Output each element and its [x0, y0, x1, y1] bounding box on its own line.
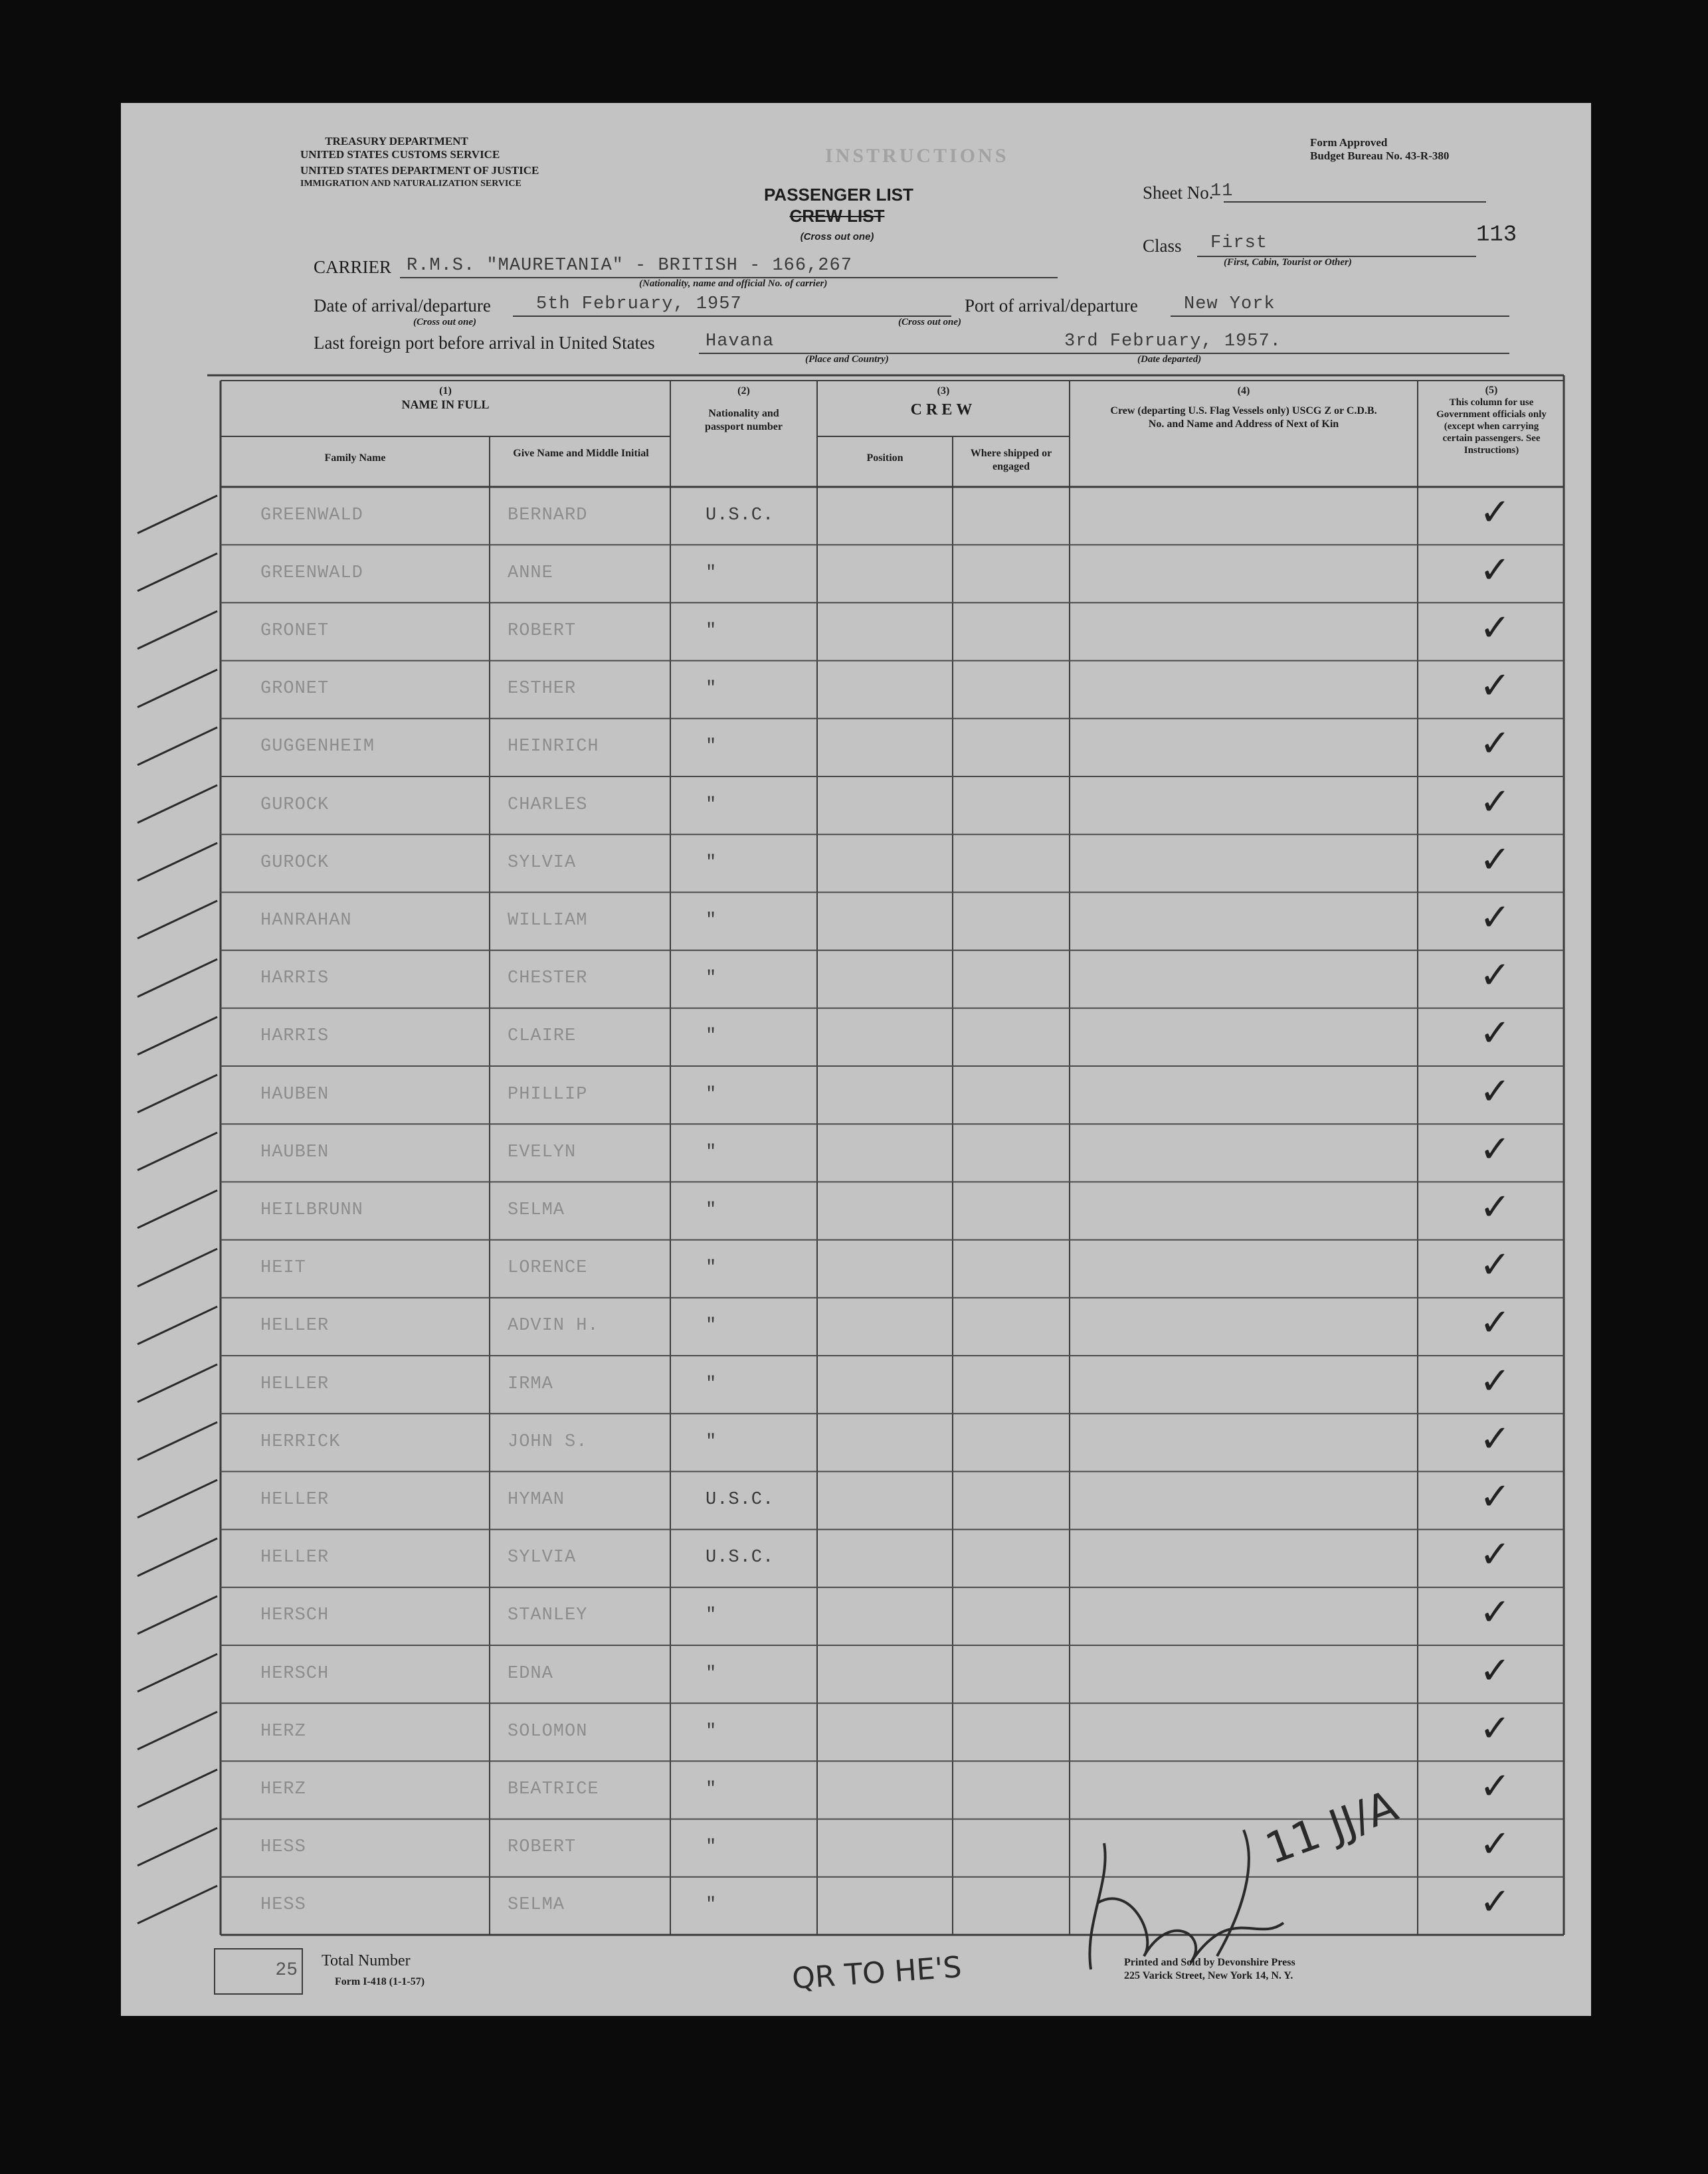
- col5-header: [1422, 385, 1561, 456]
- nationality-cell: ": [706, 1431, 717, 1452]
- class-label: Class: [1143, 236, 1182, 256]
- col2-header: [676, 385, 812, 434]
- table-row: [221, 487, 1564, 545]
- check-mark: ✓: [1479, 606, 1511, 650]
- margin-tick-stroke: [138, 1538, 217, 1576]
- margin-tick-mark: [131, 1124, 224, 1182]
- check-mark: ✓: [1479, 548, 1511, 592]
- family-name-cell: HELLER: [260, 1548, 330, 1568]
- family-name-cell: HERSCH: [260, 1605, 330, 1626]
- family-name-cell: HELLER: [260, 1489, 330, 1510]
- given-name-cell: HYMAN: [508, 1489, 565, 1510]
- margin-tick-mark: [131, 776, 224, 834]
- table-row: [221, 951, 1564, 1008]
- given-name-cell: EVELYN: [508, 1142, 577, 1162]
- given-name-cell: ANNE: [508, 563, 553, 583]
- sheet-label: Sheet No.: [1143, 183, 1214, 203]
- margin-tick-stroke: [138, 1769, 217, 1807]
- family-name-cell: HAUBEN: [260, 1142, 330, 1162]
- margin-tick-mark: [131, 661, 224, 719]
- nationality-cell: ": [706, 1084, 717, 1105]
- margin-tick-mark: [131, 951, 224, 1008]
- family-name-cell: GUROCK: [260, 794, 330, 815]
- form-approved-line: Budget Bureau No. 43-R-380: [1310, 149, 1450, 162]
- margin-tick-mark: [131, 1877, 224, 1935]
- check-mark: ✓: [1479, 1417, 1511, 1461]
- margin-tick-stroke: [138, 1480, 217, 1518]
- printer-line-1: Printed and Sold by Devonshire Press: [1124, 1957, 1295, 1968]
- margin-tick-mark: [131, 602, 224, 660]
- table-row: [221, 892, 1564, 950]
- last-port-value: Havana: [706, 331, 775, 351]
- check-mark: ✓: [1479, 1185, 1511, 1229]
- nationality-cell: ": [706, 1779, 717, 1799]
- check-mark: ✓: [1479, 1880, 1511, 1924]
- nationality-cell: ": [706, 910, 717, 931]
- signature-scrawl: [1058, 1803, 1323, 1976]
- family-name-cell: HERRICK: [260, 1431, 341, 1452]
- check-mark: ✓: [1479, 490, 1511, 534]
- col3-title: CREW: [910, 401, 977, 418]
- page-number: 113: [1476, 223, 1517, 248]
- margin-tick-mark: [131, 1530, 224, 1587]
- family-name-cell: HESS: [260, 1837, 306, 1858]
- margin-tick-mark: [131, 1761, 224, 1819]
- margin-tick-stroke: [138, 1132, 217, 1170]
- family-name-cell: HELLER: [260, 1316, 330, 1336]
- check-mark: ✓: [1479, 954, 1511, 998]
- given-name-cell: BERNARD: [508, 505, 588, 525]
- col4-num: (4): [1237, 385, 1250, 397]
- table-row: [221, 1356, 1564, 1413]
- given-name-cell: IRMA: [508, 1374, 553, 1394]
- margin-tick-stroke: [138, 553, 217, 591]
- form-sheet: [121, 103, 1591, 2016]
- date-value: 5th February, 1957: [536, 294, 742, 314]
- check-mark: ✓: [1479, 1764, 1511, 1808]
- margin-tick-stroke: [138, 843, 217, 881]
- margin-tick-mark: [131, 1298, 224, 1356]
- date-departed-note: (Date departed): [1137, 354, 1202, 365]
- date-label-text: Date of arrival/departure: [314, 296, 491, 316]
- table-row: [221, 1530, 1564, 1587]
- form-approved-line: Form Approved: [1310, 136, 1388, 149]
- col5-num: (5): [1485, 385, 1498, 396]
- check-mark: ✓: [1479, 1533, 1511, 1577]
- margin-tick-stroke: [138, 496, 217, 533]
- margin-tick-stroke: [138, 611, 217, 649]
- family-name-cell: HEIT: [260, 1258, 306, 1279]
- check-mark: ✓: [1479, 1243, 1511, 1287]
- check-mark: ✓: [1479, 1823, 1511, 1866]
- nationality-cell: U.S.C.: [706, 1489, 775, 1510]
- port-cross-out: (Cross out one): [898, 317, 962, 327]
- margin-tick-mark: [131, 1066, 224, 1124]
- place-note: (Place and Country): [805, 354, 889, 365]
- family-name-cell: GRONET: [260, 620, 330, 641]
- given-name-cell: ESTHER: [508, 679, 577, 699]
- nationality-cell: ": [706, 737, 717, 757]
- carrier-label: CARRIER: [314, 257, 392, 277]
- given-name-cell: SELMA: [508, 1200, 565, 1220]
- table-row: [221, 1703, 1564, 1761]
- margin-tick-mark: [131, 1182, 224, 1239]
- margin-tick-stroke: [138, 901, 217, 939]
- margin-tick-stroke: [138, 1886, 217, 1924]
- given-name-cell: BEATRICE: [508, 1779, 599, 1799]
- printer-info: [1124, 1956, 1295, 1983]
- agency-line: TREASURY DEPARTMENT: [325, 135, 468, 147]
- col5-title: This column for use Government officials only (except when carrying certain passengers. See Instructions): [1436, 397, 1547, 456]
- nationality-cell: ": [706, 1663, 717, 1684]
- nationality-cell: ": [706, 563, 717, 583]
- margin-tick-stroke: [138, 959, 217, 997]
- col1-header: [221, 385, 670, 411]
- table-row: [221, 602, 1564, 660]
- table-row: [221, 1471, 1564, 1529]
- margin-tick-mark: [131, 1587, 224, 1645]
- table-row: [221, 545, 1564, 602]
- total-box: [214, 1948, 303, 1995]
- margin-tick-mark: [131, 1645, 224, 1703]
- handwritten-note: QR TO HE'S: [791, 1950, 963, 1996]
- table-row: [221, 1124, 1564, 1182]
- check-mark: ✓: [1479, 1127, 1511, 1171]
- table-row: [221, 1413, 1564, 1471]
- given-name-cell: SELMA: [508, 1895, 565, 1916]
- table-row: [221, 1298, 1564, 1356]
- margin-tick-mark: [131, 1240, 224, 1298]
- margin-tick-stroke: [138, 1712, 217, 1750]
- given-name-cell: ROBERT: [508, 1837, 577, 1858]
- given-name-cell: SYLVIA: [508, 852, 577, 873]
- col1-title: NAME IN FULL: [401, 398, 490, 411]
- title-passenger-list: PASSENGER LIST: [764, 185, 913, 205]
- margin-tick-mark: [131, 1819, 224, 1877]
- check-mark: ✓: [1479, 1649, 1511, 1692]
- port-label: Port of arrival/departure: [965, 296, 1138, 316]
- check-mark: ✓: [1479, 722, 1511, 766]
- nationality-cell: ": [706, 1374, 717, 1394]
- carrier-note: (Nationality, name and official No. of carrier): [639, 278, 828, 289]
- margin-tick-mark: [131, 545, 224, 602]
- nationality-cell: U.S.C.: [706, 505, 775, 525]
- cross-out-note: (Cross out one): [800, 231, 874, 242]
- table-row: [221, 776, 1564, 834]
- margin-tick-stroke: [138, 1422, 217, 1460]
- form-label: Form I-418 (1-1-57): [335, 1976, 425, 1987]
- margin-tick-stroke: [138, 1075, 217, 1113]
- margin-tick-mark: [131, 1008, 224, 1066]
- sheet-value: 11: [1210, 181, 1234, 201]
- table-row: [221, 1066, 1564, 1124]
- table-row: [221, 1645, 1564, 1703]
- table-row: [221, 1877, 1564, 1935]
- margin-tick-mark: [131, 1356, 224, 1413]
- margin-tick-stroke: [138, 1596, 217, 1634]
- table-row: [221, 661, 1564, 719]
- given-name-cell: CHARLES: [508, 794, 588, 815]
- margin-tick-mark: [131, 834, 224, 892]
- given-name-cell: WILLIAM: [508, 910, 588, 931]
- nationality-cell: ": [706, 1200, 717, 1220]
- nationality-cell: ": [706, 620, 717, 641]
- given-name-cell: CLAIRE: [508, 1026, 577, 1047]
- margin-tick-stroke: [138, 670, 217, 707]
- col2-num: (2): [737, 385, 750, 397]
- margin-tick-mark: [131, 719, 224, 776]
- table-row: [221, 1587, 1564, 1645]
- check-mark: ✓: [1479, 664, 1511, 708]
- given-name-cell: JOHN S.: [508, 1431, 588, 1452]
- agency-line: UNITED STATES DEPARTMENT OF JUSTICE: [300, 164, 539, 177]
- col1-num: (1): [439, 385, 452, 397]
- given-name-cell: EDNA: [508, 1663, 553, 1684]
- nationality-cell: ": [706, 794, 717, 815]
- margin-tick-mark: [131, 892, 224, 950]
- table-row: [221, 1240, 1564, 1298]
- given-name-cell: LORENCE: [508, 1258, 588, 1279]
- carrier-value: R.M.S. "MAURETANIA" - BRITISH - 166,267: [407, 256, 852, 276]
- date-cross-out: (Cross out one): [413, 317, 477, 327]
- last-port-label: Last foreign port before arrival in United States: [314, 333, 655, 353]
- total-label: Total Number: [322, 1952, 411, 1969]
- family-name-cell: HERZ: [260, 1721, 306, 1742]
- table-row: [221, 834, 1564, 892]
- table-row: [221, 1008, 1564, 1066]
- family-name-cell: GUGGENHEIM: [260, 737, 375, 757]
- col4-header: [1078, 385, 1410, 431]
- nationality-cell: ": [706, 1026, 717, 1047]
- family-name-cell: HESS: [260, 1895, 306, 1916]
- nationality-cell: ": [706, 1258, 717, 1279]
- col3-num: (3): [937, 385, 950, 397]
- check-mark: ✓: [1479, 1069, 1511, 1113]
- given-name-cell: CHESTER: [508, 968, 588, 989]
- handwritten-signature: 11 JJ/A: [1259, 1781, 1404, 1874]
- col1a-header: Family Name: [324, 452, 386, 464]
- nationality-cell: ": [706, 1837, 717, 1858]
- margin-tick-mark: [131, 1703, 224, 1761]
- family-name-cell: HARRIS: [260, 968, 330, 989]
- margin-tick-stroke: [138, 1364, 217, 1402]
- given-name-cell: SYLVIA: [508, 1548, 577, 1568]
- total-value: 25: [275, 1960, 298, 1981]
- check-mark: ✓: [1479, 1591, 1511, 1635]
- given-name-cell: ROBERT: [508, 620, 577, 641]
- nationality-cell: ": [706, 679, 717, 699]
- check-mark: ✓: [1479, 780, 1511, 824]
- family-name-cell: HANRAHAN: [260, 910, 352, 931]
- check-mark: ✓: [1479, 895, 1511, 939]
- date-departed: 3rd February, 1957.: [1064, 331, 1281, 351]
- nationality-cell: U.S.C.: [706, 1548, 775, 1568]
- class-note: (First, Cabin, Tourist or Other): [1224, 257, 1352, 268]
- given-name-cell: SOLOMON: [508, 1721, 588, 1742]
- check-mark: ✓: [1479, 838, 1511, 881]
- margin-tick-stroke: [138, 727, 217, 765]
- given-name-cell: ADVIN H.: [508, 1316, 599, 1336]
- port-value: New York: [1184, 294, 1276, 314]
- family-name-cell: HEILBRUNN: [260, 1200, 363, 1220]
- col4-title: Crew (departing U.S. Flag Vessels only) USCG Z or C.D.B. No. and Name and Address of Next of Kin: [1110, 405, 1377, 430]
- class-value: First: [1210, 233, 1268, 253]
- margin-tick-stroke: [138, 1190, 217, 1228]
- family-name-cell: HERSCH: [260, 1663, 330, 1684]
- margin-tick-mark: [131, 1471, 224, 1529]
- nationality-cell: ": [706, 1316, 717, 1336]
- agency-line: UNITED STATES CUSTOMS SERVICE: [300, 148, 500, 161]
- nationality-cell: ": [706, 968, 717, 989]
- faint-stamp: INSTRUCTIONS: [825, 145, 1009, 167]
- family-name-cell: GREENWALD: [260, 563, 363, 583]
- agency-line: IMMIGRATION AND NATURALIZATION SERVICE: [300, 179, 522, 189]
- given-name-cell: PHILLIP: [508, 1084, 588, 1105]
- family-name-cell: GRONET: [260, 679, 330, 699]
- col3b-header: Where shipped or engaged: [970, 448, 1052, 472]
- family-name-cell: HARRIS: [260, 1026, 330, 1047]
- title-crew-list: CREW LIST: [789, 206, 885, 226]
- margin-tick-stroke: [138, 785, 217, 823]
- margin-tick-stroke: [138, 1307, 217, 1344]
- table-row: [221, 719, 1564, 776]
- margin-tick-stroke: [138, 1654, 217, 1692]
- col1b-header: Give Name and Middle Initial: [513, 448, 649, 459]
- check-mark: ✓: [1479, 1359, 1511, 1403]
- family-name-cell: GUROCK: [260, 852, 330, 873]
- col2-title: Nationality and passport number: [705, 408, 783, 432]
- margin-tick-stroke: [138, 1828, 217, 1866]
- col3a-header: Position: [866, 452, 903, 464]
- check-mark: ✓: [1479, 1706, 1511, 1750]
- margin-tick-stroke: [138, 1017, 217, 1055]
- nationality-cell: ": [706, 1605, 717, 1626]
- table-row: [221, 1182, 1564, 1239]
- check-mark: ✓: [1479, 1012, 1511, 1055]
- given-name-cell: STANLEY: [508, 1605, 588, 1626]
- check-mark: ✓: [1479, 1475, 1511, 1518]
- printer-line-2: 225 Varick Street, New York 14, N. Y.: [1124, 1970, 1293, 1981]
- family-name-cell: HERZ: [260, 1779, 306, 1799]
- margin-tick-mark: [131, 1413, 224, 1471]
- margin-tick-stroke: [138, 1249, 217, 1287]
- given-name-cell: HEINRICH: [508, 737, 599, 757]
- family-name-cell: HAUBEN: [260, 1084, 330, 1105]
- nationality-cell: ": [706, 1895, 717, 1916]
- margin-tick-mark: [131, 487, 224, 545]
- family-name-cell: HELLER: [260, 1374, 330, 1394]
- col3-header: [817, 385, 1070, 416]
- nationality-cell: ": [706, 852, 717, 873]
- check-mark: ✓: [1479, 1301, 1511, 1345]
- nationality-cell: ": [706, 1142, 717, 1162]
- nationality-cell: ": [706, 1721, 717, 1742]
- family-name-cell: GREENWALD: [260, 505, 363, 525]
